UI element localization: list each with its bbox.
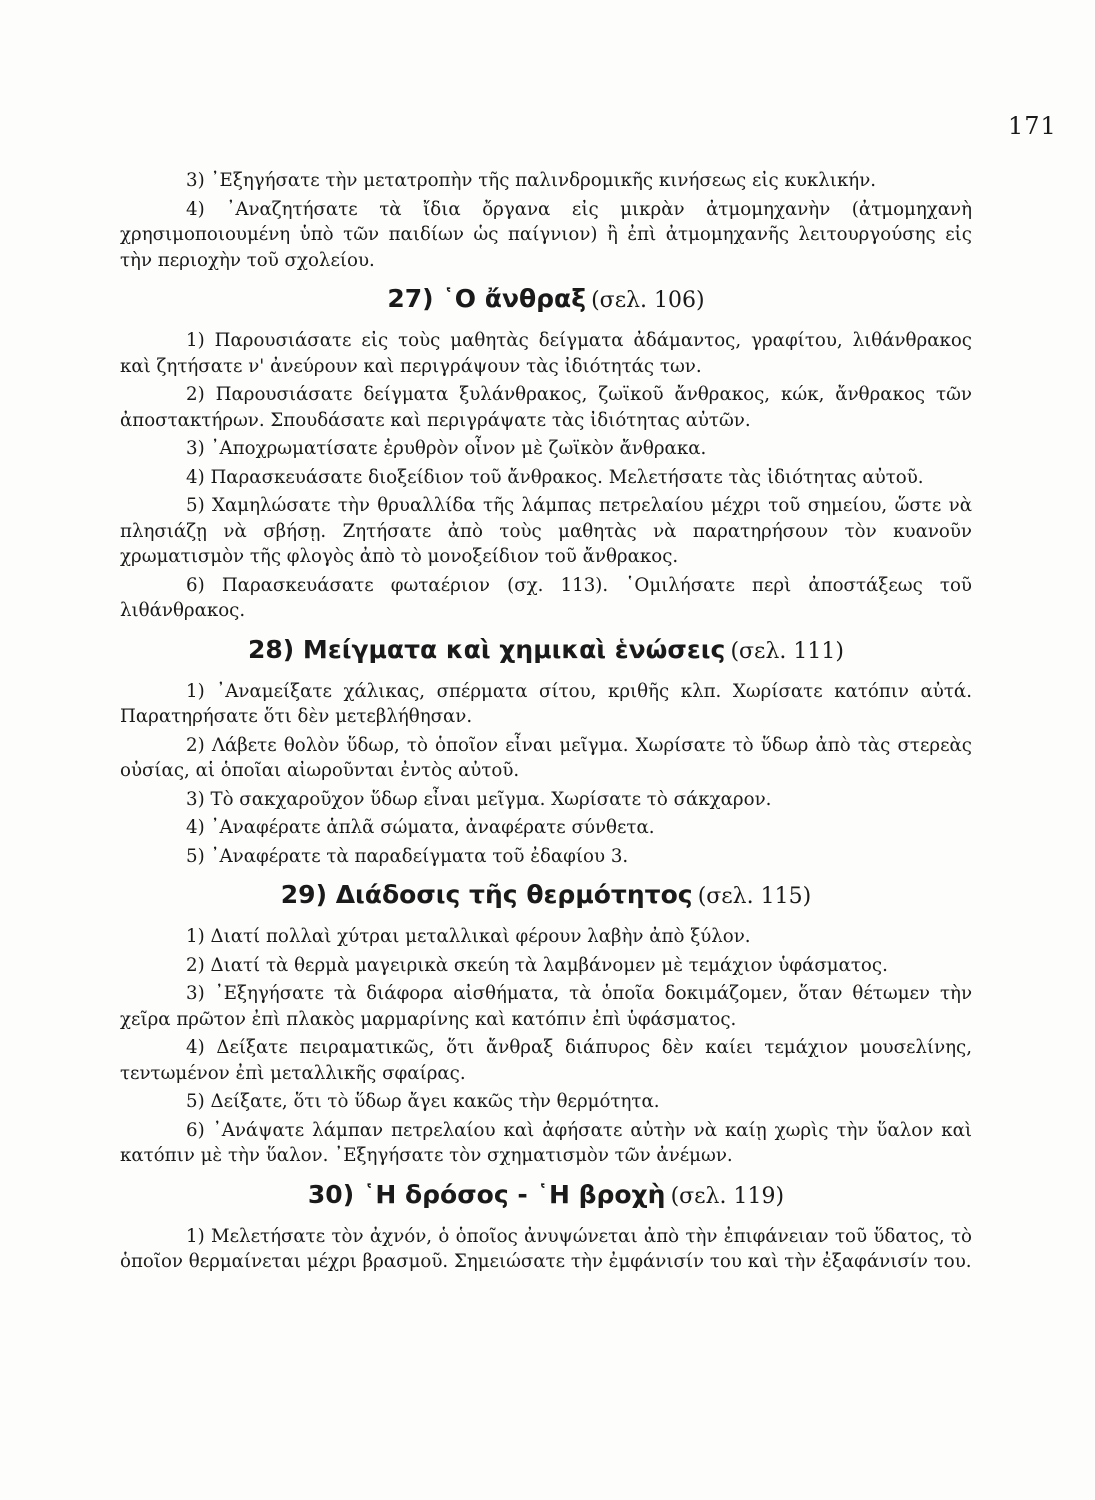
section-28-item: 4) ᾿Αναφέρατε ἁπλᾶ σώματα, ἀναφέρατε σύνθετα. <box>186 817 655 838</box>
section-30-ref: (σελ. 119) <box>670 1183 785 1209</box>
section-29-item: 5) Δείξατε, ὅτι τὸ ὕδωρ ἄγει κακῶς τὴν θερμότητα. <box>186 1091 660 1112</box>
section-27-item: 1) Παρουσιάσατε εἰς τοὺς μαθητὰς δείγματα ἀδάμαντος, γραφίτου, λιθάνθρακος καὶ ζητήσατε ν' ἀνεύρουν καὶ περιγράψουν τὰς ἰδιότητάς των. <box>120 330 972 377</box>
page-content <box>120 168 972 1278</box>
section-28-item: 2) Λάβετε θολὸν ὕδωρ, τὸ ὁποῖον εἶναι μεῖγμα. Χωρίσατε τὸ ὕδωρ ἀπὸ τὰς στερεὰς οὐσίας, αἱ ὁποῖαι αἰωροῦνται ἐντὸς αὐτοῦ. <box>120 734 972 781</box>
section-27-item: 6) Παρασκευάσατε φωταέριον (σχ. 113). ῾Ομιλήσατε περὶ ἀποστάξεως τοῦ λιθάνθρακος. <box>120 574 972 621</box>
section-27-ref: (σελ. 106) <box>591 288 705 313</box>
section-30-item: 1) Μελετήσατε τὸν ἀχνόν, ὁ ὁποῖος ἀνυψώνεται ἀπὸ τὴν ἐπιφάνειαν τοῦ ὕδατος, τὸ ὁποῖον θερμαίνεται μέχρι βρασμοῦ. Σημειώσατε τὴν ἐμφάνισίν του καὶ τὴν ἐξαφάνισίν του. <box>120 1225 972 1272</box>
section-29-heading <box>120 878 972 915</box>
section-29-item: 1) Διατί πολλαὶ χύτραι μεταλλικαὶ φέρουν λαβὴν ἀπὸ ξύλον. <box>186 926 751 947</box>
section-28-heading <box>120 633 972 670</box>
section-28-title: 28) Μείγματα καὶ χημικαὶ ἑνώσεις <box>248 634 726 664</box>
section-30-title: 30) ῾Η δρόσος - ῾Η βροχὴ <box>307 1179 666 1209</box>
top-exercise-4: 4) ᾿Αναζητήσατε τὰ ἴδια ὄργανα εἰς μικρὰν ἀτμομηχανὴν (ἀτμομηχανὴ χρησιμοποιουμένη ὑπὸ τῶν παιδίων ὡς παίγνιον) ἢ ἐπὶ ἀτμομηχανῆς λειτουργούσης εἰς τὴν περιοχὴν τοῦ σχολείου. <box>120 198 972 271</box>
top-exercise-3: 3) ᾿Εξηγήσατε τὴν μετατροπὴν τῆς παλινδρομικῆς κινήσεως εἰς κυκλικήν. <box>186 170 877 191</box>
section-27-item: 4) Παρασκευάσατε διοξείδιον τοῦ ἄνθρακος. Μελετήσατε τὰς ἰδιότητας αὐτοῦ. <box>186 466 924 488</box>
section-29-item: 3) ᾿Εξηγήσατε τὰ διάφορα αἰσθήματα, τὰ ὁποῖα δοκιμάζομεν, ὅταν θέτωμεν τὴν χεῖρα πρῶτον ἐπὶ πλακὸς μαρμαρίνης καὶ κατόπιν ἐπὶ ὑφάσματος. <box>120 983 972 1030</box>
section-28-item: 5) ᾿Αναφέρατε τὰ παραδείγματα τοῦ ἐδαφίου 3. <box>186 845 629 867</box>
section-27-item: 3) ᾿Αποχρωματίσατε ἐρυθρὸν οἶνον μὲ ζωϊκὸν ἄνθρακα. <box>186 438 707 459</box>
section-29-item: 6) ᾿Ανάψατε λάμπαν πετρελαίου καὶ ἀφήσατε αὐτὴν νὰ καίῃ χωρὶς τὴν ὕαλον καὶ κατόπιν μὲ τὴν ὕαλον. ᾿Εξηγήσατε τὸν σχηματισμὸν τῶν ἀνέμων. <box>120 1119 972 1166</box>
section-29-item: 2) Διατί τὰ θερμὰ μαγειρικὰ σκεύη τὰ λαμβάνομεν μὲ τεμάχιον ὑφάσματος. <box>186 954 888 976</box>
section-29-title: 29) Διάδοσις τῆς θερμότητος <box>280 880 693 909</box>
section-28-item: 1) ᾿Αναμείξατε χάλικας, σπέρματα σίτου, κριθῆς κλπ. Χωρίσατε κατόπιν αὐτά. Παρατηρήσατε ὅτι δὲν μετεβλήθησαν. <box>120 680 972 727</box>
section-27-heading <box>120 282 972 319</box>
page-number: 171 <box>1008 112 1057 140</box>
section-30-heading <box>120 1178 972 1215</box>
section-28-item: 3) Τὸ σακχαροῦχον ὕδωρ εἶναι μεῖγμα. Χωρίσατε τὸ σάκχαρον. <box>186 788 772 810</box>
section-28-ref: (σελ. 111) <box>730 638 844 664</box>
section-27-item: 5) Χαμηλώσατε τὴν θρυαλλίδα τῆς λάμπας πετρελαίου μέχρι τοῦ σημείου, ὥστε νὰ πλησιάζῃ νὰ σβήσῃ. Ζητήσατε ἀπὸ τοὺς μαθητὰς νὰ παρατηρήσουν τὸν κυανοῦν χρωματισμὸν τῆς φλογὸς ἀπὸ τὸ μονοξείδιον τοῦ ἄνθρακος. <box>120 495 972 567</box>
section-27-item: 2) Παρουσιάσατε δείγματα ξυλάνθρακος, ζωϊκοῦ ἄνθρακος, κώκ, ἄνθρακος τῶν ἀποστακτήρων. Σπουδάσατε καὶ περιγράψατε τὰς ἰδιότητας αὐτῶν. <box>120 384 972 431</box>
section-27-title: 27) ῾Ο ἄνθραξ <box>387 284 586 313</box>
section-29-ref: (σελ. 115) <box>697 884 812 909</box>
section-29-item: 4) Δείξατε πειραματικῶς, ὅτι ἄνθραξ διάπυρος δὲν καίει τεμάχιον μουσελίνης, τεντωμένον ἐπὶ μεταλλικῆς σφαίρας. <box>120 1037 972 1084</box>
